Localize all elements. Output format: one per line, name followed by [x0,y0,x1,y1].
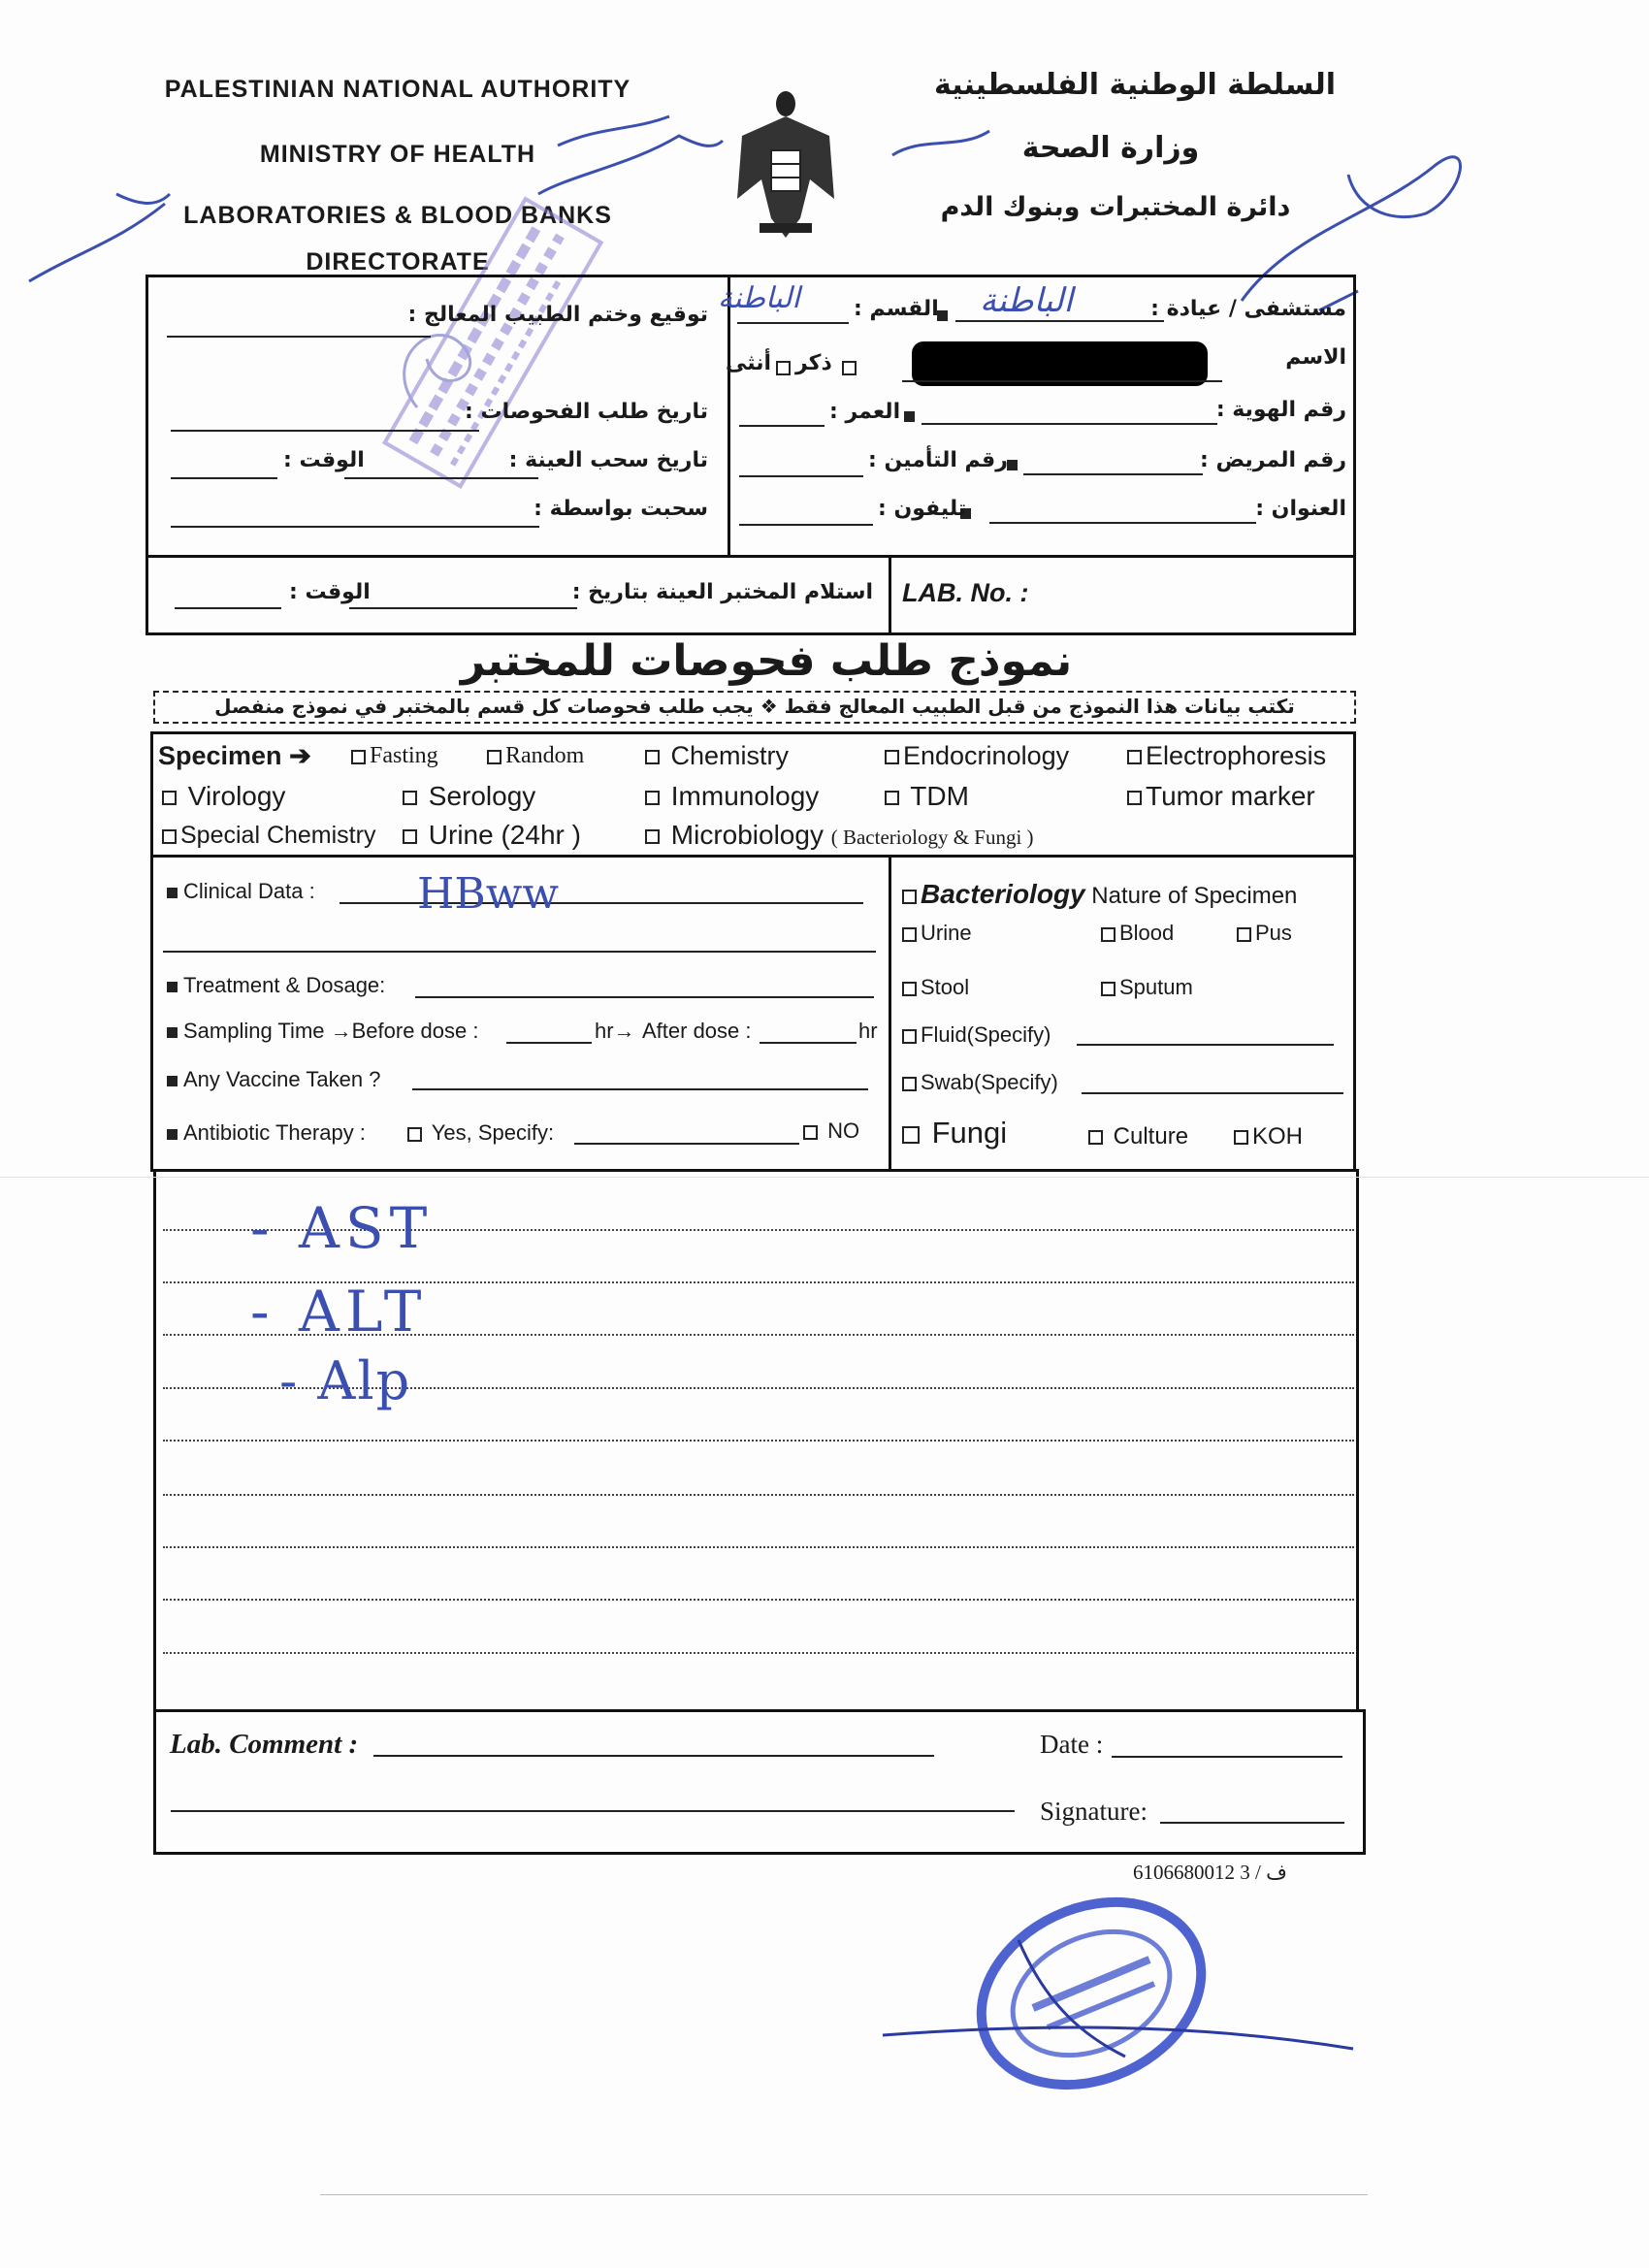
clinical-data-field-2[interactable] [163,951,876,953]
hospital-field[interactable] [955,320,1164,322]
bact-sputum-checkbox[interactable] [1101,982,1116,996]
header-ar-authority: السلطة الوطنية الفلسطينية [934,68,1336,102]
lab-no-label: LAB. No. : [902,578,1029,607]
signature-label: Signature: [1040,1797,1148,1826]
antibiotic-specify-field[interactable] [574,1143,799,1145]
male-label: ذكر [795,351,832,375]
hr-arrow-label: hr→ [595,1019,635,1043]
bact-blood-option[interactable] [1101,921,1174,946]
bacteriology-checkbox[interactable] [902,890,917,904]
address-label: العنوان : [1255,497,1346,521]
after-dose-label: After dose : [642,1019,752,1043]
bullet-icon [167,982,178,992]
patient-no-label: رقم المريض : [1200,448,1346,472]
tdm-checkbox[interactable] [885,791,899,805]
random-label: Random [505,743,585,768]
before-dose-field[interactable] [506,1042,592,1044]
bact-fluid-option[interactable] [902,1022,1051,1048]
name-field[interactable] [902,380,1222,382]
immunology-label: Immunology [670,781,820,811]
koh-label: KOH [1252,1123,1304,1150]
specimen-label-text: Specimen [158,741,282,770]
bact-stool-checkbox[interactable] [902,982,917,996]
electrophoresis-option[interactable] [1127,741,1326,771]
fungi-option[interactable] [902,1116,1007,1150]
koh-checkbox[interactable] [1234,1130,1248,1145]
bact-pus-option[interactable] [1237,921,1292,946]
female-checkbox[interactable] [776,361,791,375]
electrophoresis-checkbox[interactable] [1127,750,1142,764]
clinical-data-text: Clinical Data : [183,879,315,903]
clinical-data-handwritten: HBww [417,869,560,919]
fluid-specify-field[interactable] [1077,1044,1334,1046]
special-chemistry-label: Special Chemistry [180,822,376,849]
request-date-field[interactable] [171,430,479,432]
hospital-label: مستشفى / عيادة : [1150,297,1346,321]
antibiotic-no-checkbox[interactable] [803,1125,818,1140]
bullet-icon [904,411,915,422]
received-time-label: الوقت : [289,580,371,604]
virology-option[interactable] [162,781,285,812]
bacteriology-fungi-note: ( Bacteriology & Fungi ) [830,826,1034,849]
serology-option[interactable] [403,781,535,812]
treatment-field[interactable] [415,996,874,998]
fasting-checkbox[interactable] [351,750,366,764]
sample-date-label: تاريخ سحب العينة : [508,448,708,472]
id-field[interactable] [922,423,1217,425]
endocrinology-checkbox[interactable] [885,750,899,764]
sampling-before-label: Sampling Time →Before dose : [183,1019,479,1043]
bottom-rule [320,2194,1368,2195]
serology-label: Serology [428,781,536,811]
header-en-ministry: MINISTRY OF HEALTH [259,141,536,168]
header-en-authority: PALESTINIAN NATIONAL AUTHORITY [164,76,631,103]
tdm-label: TDM [910,781,969,811]
date-field[interactable] [1112,1756,1342,1758]
bact-stool-option[interactable] [902,975,969,1000]
address-field[interactable] [989,522,1256,524]
bact-blood-checkbox[interactable] [1101,927,1116,942]
insurance-label: رقم التأمين : [868,448,1008,472]
nature-of-specimen-label: Nature of Specimen [1091,883,1298,909]
bact-fluid-checkbox[interactable] [902,1029,917,1044]
culture-option[interactable] [1088,1123,1188,1150]
electrophoresis-label: Electrophoresis [1146,741,1327,770]
male-checkbox[interactable] [842,361,857,375]
header-ar-ministry: وزارة الصحة [1021,131,1200,165]
department-scribble: الباطنة [718,281,800,315]
header-en-directorate: DIRECTORATE [306,248,490,275]
microbiology-label: Microbiology [670,820,824,850]
bact-urine-option[interactable] [902,921,972,946]
age-field[interactable] [739,425,824,427]
microbiology-option[interactable] [645,820,1034,851]
test-item: - AST [250,1195,434,1261]
bact-pus-label: Pus [1255,921,1292,945]
patient-no-field[interactable] [1023,473,1203,475]
bacteriology-header [902,879,1297,910]
bact-urine-checkbox[interactable] [902,927,917,942]
swab-specify-field[interactable] [1082,1092,1343,1094]
hr-label: hr [858,1019,878,1043]
bullet-icon [1007,460,1018,470]
tumor-marker-checkbox[interactable] [1127,791,1142,805]
received-time-field[interactable] [175,607,281,609]
urine24-option[interactable] [403,820,581,851]
after-dose-field[interactable] [760,1042,857,1044]
tdm-option[interactable] [885,781,969,812]
signature-field[interactable] [1160,1822,1344,1824]
insurance-field[interactable] [739,475,863,477]
test-item: - Alp [279,1350,412,1411]
sample-time-label: الوقت : [283,448,365,472]
phone-field[interactable] [739,524,873,526]
bact-blood-label: Blood [1119,921,1175,945]
bact-swab-checkbox[interactable] [902,1077,917,1091]
treatment-text: Treatment & Dosage: [183,973,386,997]
antibiotic-yes-checkbox[interactable] [407,1127,422,1142]
official-stamp-icon [873,1892,1377,2105]
doctor-sign-label: توقيع وختم الطبيب المعالج : [407,303,708,327]
bact-swab-label: Swab(Specify) [921,1070,1058,1094]
arrow-right-icon: ➔ [289,741,311,770]
department-field[interactable] [737,322,849,324]
virology-label: Virology [187,781,286,811]
vaccine-field[interactable] [412,1088,868,1090]
antibiotic-label [167,1120,366,1146]
test-line[interactable] [163,1440,1354,1442]
yes-specify-label: Yes, Specify: [431,1120,555,1145]
vaccine-text: Any Vaccine Taken ? [183,1067,381,1091]
urine24-label: Urine (24hr ) [428,820,581,850]
immunology-option[interactable] [645,781,819,812]
fungi-checkbox[interactable] [902,1126,920,1144]
instruction-text: تكتب بيانات هذا النموذج من قبل الطبيب المعالج فقط ❖ يجب طلب فحوصات كل قسم بالمختبر في نموذج منفصل [214,695,1295,718]
lab-comment-label: Lab. Comment : [170,1729,359,1760]
form-title: نموذج طلب فحوصات للمختبر [460,636,1073,686]
endocrinology-label: Endocrinology [903,741,1070,770]
bullet-icon [167,1076,178,1086]
special-chemistry-checkbox[interactable] [162,829,177,844]
culture-checkbox[interactable] [1088,1130,1103,1145]
test-line[interactable] [163,1546,1354,1548]
test-line[interactable] [163,1494,1354,1496]
sample-date-field[interactable] [344,477,538,479]
bact-sputum-label: Sputum [1119,975,1193,999]
bullet-icon [167,888,178,898]
sample-time-field[interactable] [171,477,277,479]
bact-stool-label: Stool [921,975,970,999]
random-checkbox[interactable] [487,750,501,764]
department-handwritten: الباطنة [980,281,1073,320]
bact-pus-checkbox[interactable] [1237,927,1251,942]
tumor-marker-option[interactable] [1127,781,1315,812]
female-label: أنثى [726,351,772,375]
fungi-label: Fungi [931,1116,1008,1150]
bullet-icon [167,1129,178,1140]
virology-checkbox[interactable] [162,791,177,805]
culture-label: Culture [1113,1123,1189,1150]
microbiology-checkbox[interactable] [645,829,660,844]
antibiotic-text: Antibiotic Therapy : [183,1120,366,1145]
endocrinology-option[interactable] [885,741,1069,771]
id-label: رقم الهوية : [1215,398,1346,422]
immunology-checkbox[interactable] [645,791,660,805]
antibiotic-yes-option[interactable] [407,1120,554,1146]
bact-fluid-label: Fluid(Specify) [921,1022,1051,1047]
drawn-by-field[interactable] [171,526,539,528]
bullet-icon [167,1027,178,1038]
request-date-label: تاريخ طلب الفحوصات : [465,400,708,424]
special-chemistry-option[interactable] [162,822,375,850]
antibiotic-no-option[interactable] [803,1118,859,1144]
test-item: - ALT [250,1279,428,1345]
form-number: 6106680012 ف / 3 [1133,1861,1287,1884]
chemistry-label: Chemistry [670,741,790,770]
received-date-field[interactable] [349,607,577,609]
bacteriology-title: Bacteriology [921,879,1085,909]
serology-checkbox[interactable] [403,791,417,805]
test-line[interactable] [163,1599,1354,1601]
doctor-sign-field[interactable] [167,336,431,338]
chemistry-checkbox[interactable] [645,750,660,764]
sampling-time-row [167,1019,478,1044]
lab-comment-field-2[interactable] [171,1810,1015,1812]
random-option[interactable] [487,743,584,769]
tumor-marker-label: Tumor marker [1146,781,1315,811]
specimen-label [158,741,311,771]
drawn-by-label: سحبت بواسطة : [534,497,708,521]
lab-comment-field[interactable] [373,1755,934,1757]
fasting-option[interactable] [351,743,438,769]
department-label: القسم : [854,297,939,321]
treatment-label [167,973,385,998]
date-label: Date : [1040,1730,1104,1759]
vaccine-label [167,1067,380,1092]
bact-urine-label: Urine [921,921,972,945]
age-label: العمر : [829,400,901,424]
urine24-checkbox[interactable] [403,829,417,844]
bact-sputum-option[interactable] [1101,975,1193,1000]
test-line[interactable] [163,1652,1354,1654]
received-date-label: استلام المختبر العينة بتاريخ : [571,580,873,604]
name-label: الاسم [1285,345,1346,370]
paper-fold [0,1177,1649,1178]
chemistry-option[interactable] [645,741,789,771]
no-label: NO [827,1118,860,1143]
header-ar-labs: دائرة المختبرات وبنوك الدم [940,192,1291,222]
phone-label: تليفون : [878,497,967,521]
fasting-label: Fasting [370,743,438,768]
koh-option[interactable] [1234,1123,1303,1150]
clinical-data-label [167,879,315,904]
bact-swab-option[interactable] [902,1070,1058,1095]
header-en-labs: LABORATORIES & BLOOD BANKS [183,202,612,229]
